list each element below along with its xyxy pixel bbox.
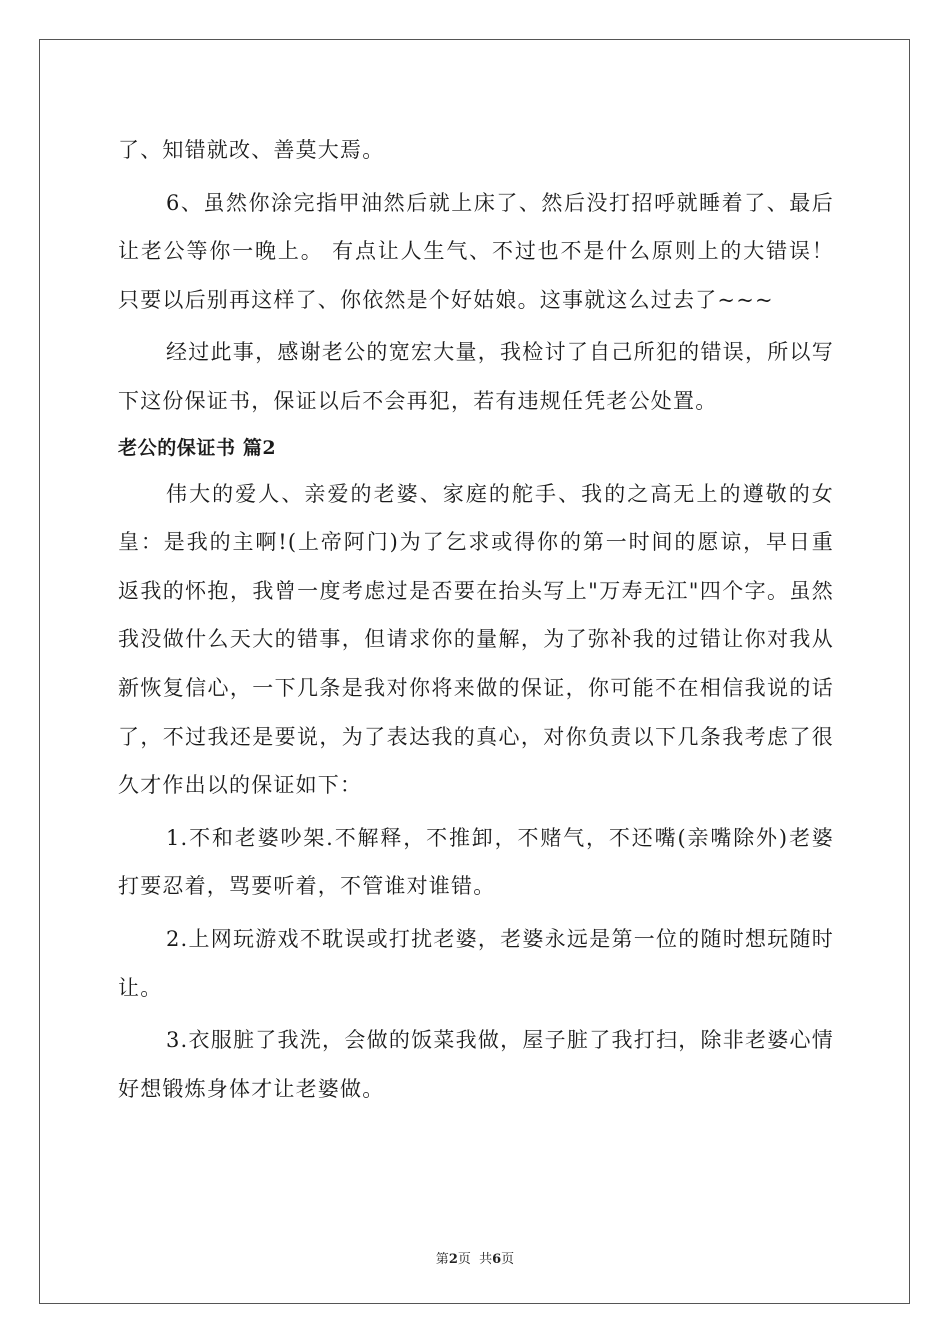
section-title: 老公的保证书 篇2 — [118, 436, 277, 459]
page-footer — [0, 1248, 950, 1267]
page-suffix: 页 — [501, 1252, 515, 1267]
promise-item-2: 2.上网玩游戏不耽误或打扰老婆，老婆永远是第一位的随时想玩随时让。 — [118, 926, 834, 1000]
paragraph-intro: 伟大的爱人、亲爱的老婆、家庭的舵手、我的之高无上的遵敬的女皇：是我的主啊!(上帝阿门)为了乞求或得你的第一时间的愿谅，早日重返我的怀抱，我曾一度考虑过是否要在抬头写上"万寿无江"四个字。虽然我没做什么天大的错事，但请求你的量解，为了弥补我的过错让你对我从新恢复信心，一下几条是我对你将来做的保证，你可能不在相信我说的话了，不过我还是要说，为了表达我的真心，对你负责以下几条我考虑了很久才作出以的保证如下： — [118, 481, 834, 798]
paragraph-1: 了、知错就改、善莫大焉。 — [118, 138, 385, 162]
paragraph-3: 经过此事，感谢老公的宽宏大量，我检讨了自己所犯的错误，所以写下这份保证书，保证以后不会再犯，若有违规任凭老公处置。 — [118, 340, 834, 413]
promise-item-1: 1.不和老婆吵架.不解释，不推卸，不赌气，不还嘴(亲嘴除外)老婆打要忍着，骂要听着，不管谁对谁错。 — [118, 825, 834, 899]
total-page-number: 6 — [492, 1252, 502, 1267]
page-mid: 页 共 — [457, 1252, 493, 1267]
page-prefix: 第 — [435, 1252, 449, 1267]
promise-item-3: 3.衣服脏了我洗，会做的饭菜我做，屋子脏了我打扫，除非老婆心情好想锻炼身体才让老婆做。 — [118, 1028, 834, 1101]
current-page-number: 2 — [448, 1252, 458, 1267]
paragraph-2: 6、虽然你涂完指甲油然后就上床了、然后没打招呼就睡着了、最后让老公等你一晚上。 有点让人生气、不过也不是什么原则上的大错误！只要以后别再这样了、你依然是个好姑娘。这事就这么过去了~~~ — [118, 190, 834, 312]
document-body — [118, 126, 834, 1113]
